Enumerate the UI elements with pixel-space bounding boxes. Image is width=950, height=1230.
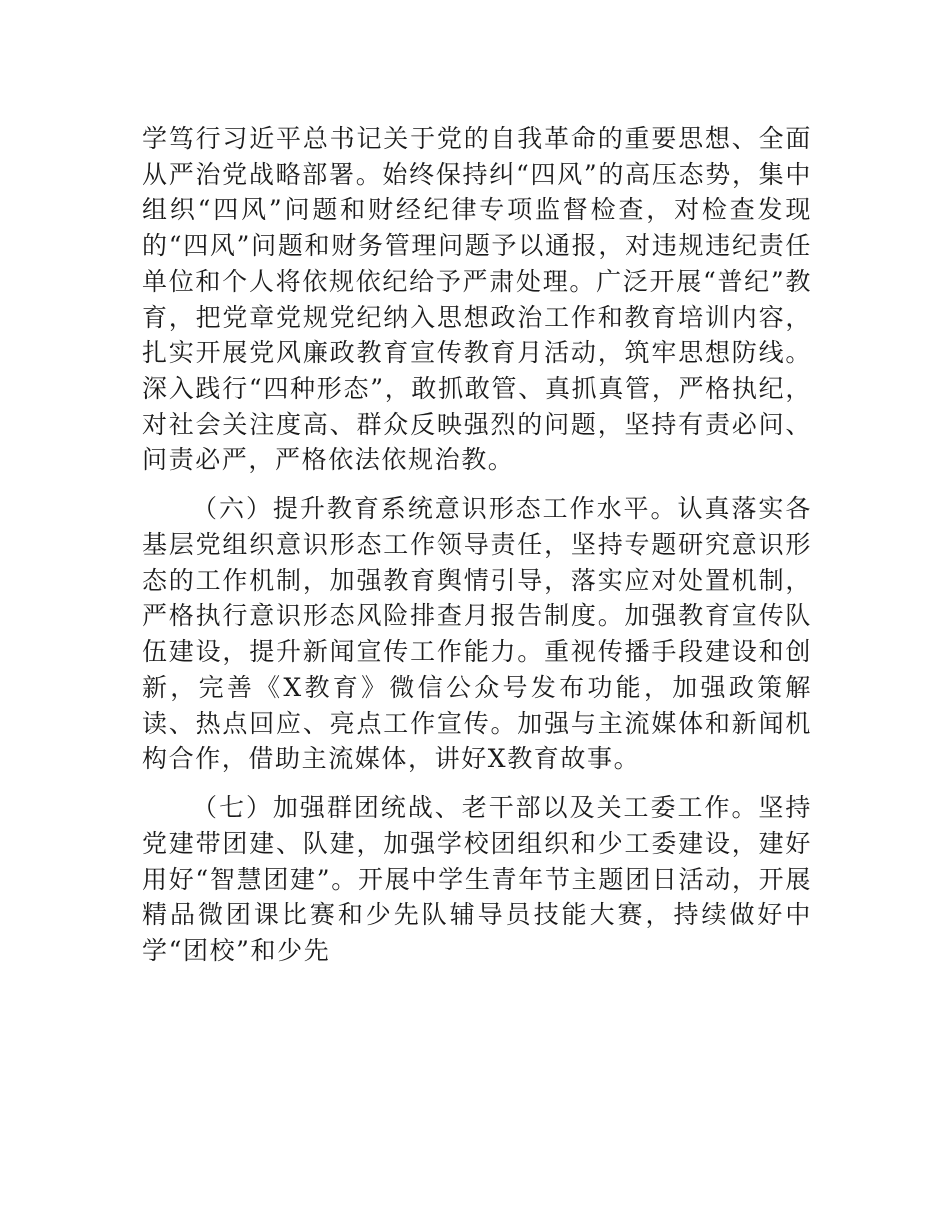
paragraph-ideology-work: （六）提升教育系统意识形态工作水平。认真落实各基层党组织意识形态工作领导责任，坚持专题研究意识形态的工作机制，加强教育舆情引导，落实应对处置机制，严格执行意识形态风险排查月报告制度。加强教育宣传队伍建设，提升新闻宣传工作能力。重视传播手段建设和创新，完善《X教育》微信公众号发布功能，加强政策解读、热点回应、亮点工作宣传。加强与主流媒体和新闻机构合作，借助主流媒体，讲好X教育故事。 — [142, 494, 812, 774]
document-body — [142, 121, 812, 969]
paragraph-mass-organizations: （七）加强群团统战、老干部以及关工委工作。坚持党建带团建、队建，加强学校团组织和少工委建设，建好用好“智慧团建”。开展中学生青年节主题团日活动，开展精品微团课比赛和少先队辅导员技能大赛，持续做好中学“团校”和少先 — [142, 793, 812, 966]
paragraph-discipline: 学笃行习近平总书记关于党的自我革命的重要思想、全面从严治党战略部署。始终保持纠“四风”的高压态势，集中组织“四风”问题和财经纪律专项监督检查，对检查发现的“四风”问题和财务管理问题予以通报，对违规违纪责任单位和个人将依规依纪给予严肃处理。广泛开展“普纪”教育，把党章党规党纪纳入思想政治工作和教育培训内容，扎实开展党风廉政教育宣传教育月活动，筑牢思想防线。深入践行“四种形态”，敢抓敢管、真抓真管，严格执纪，对社会关注度高、群众反映强烈的问题，坚持有责必问、问责必严，严格依法依规治教。 — [142, 124, 812, 475]
